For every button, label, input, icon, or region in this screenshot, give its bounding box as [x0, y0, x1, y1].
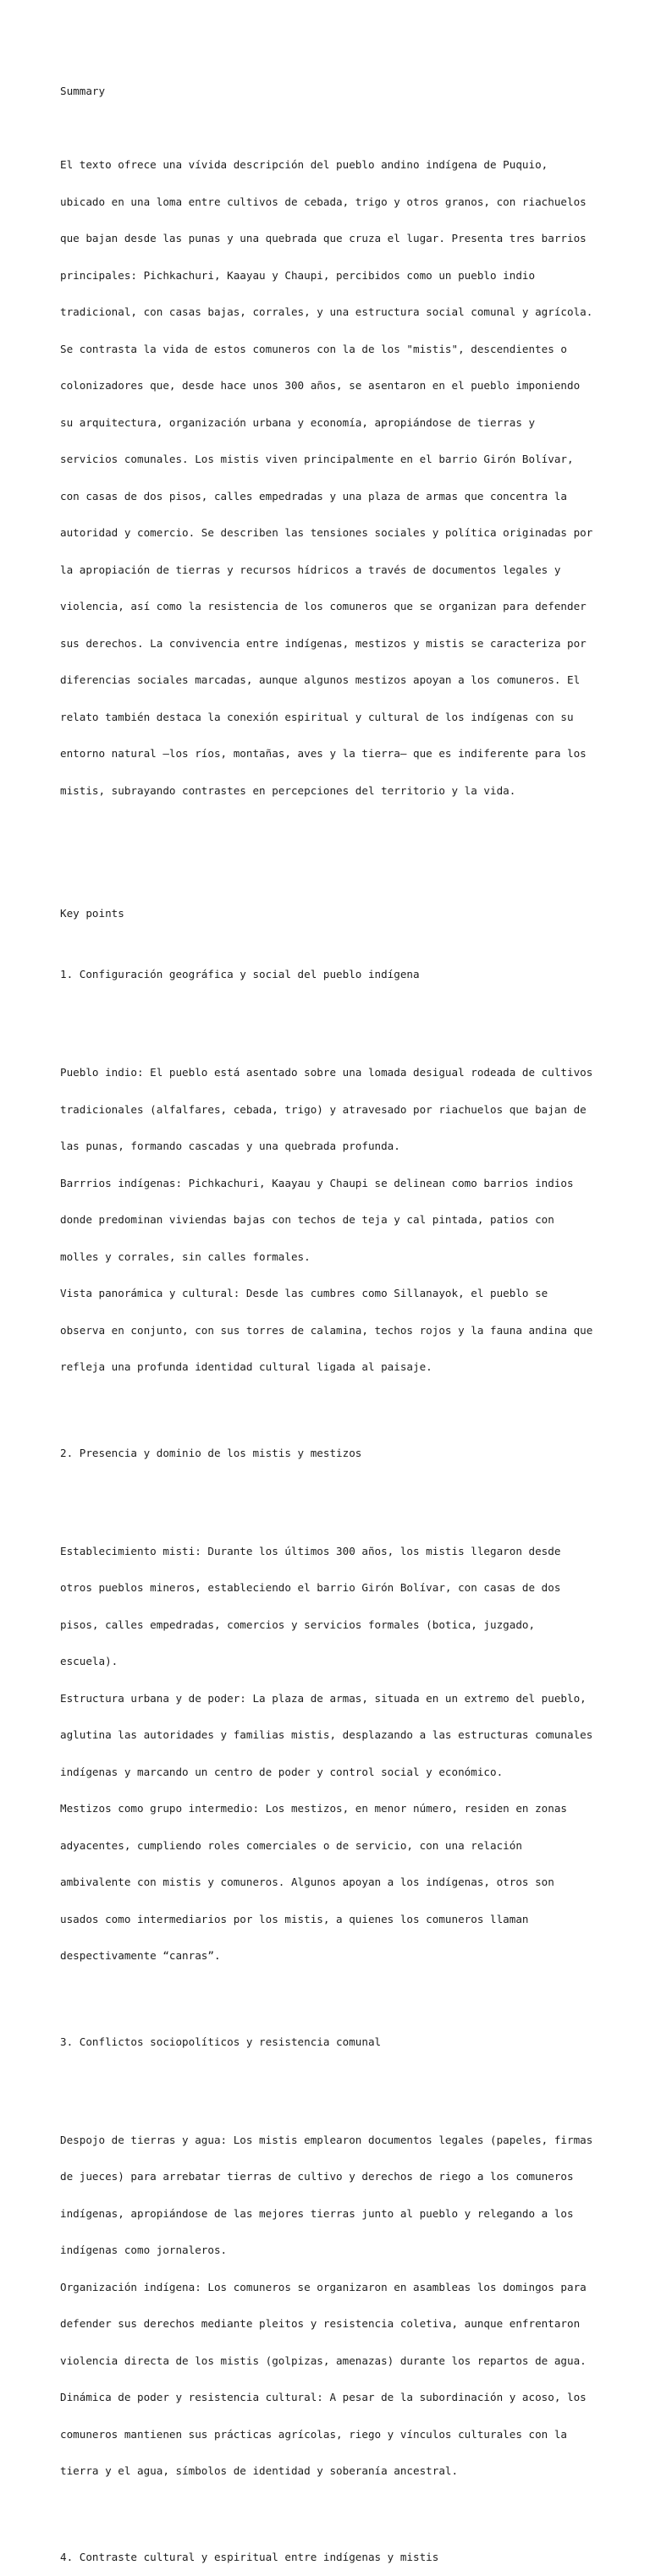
section-line: violencia directa de los mistis (golpizas, amenazas) durante los repartos de agua.	[60, 2354, 587, 2367]
section-title: 4. Contraste cultural y espiritual entre indígenas y mistis	[60, 2550, 439, 2563]
summary-line: diferencias sociales marcadas, aunque algunos mestizos apoyan a los comuneros. El	[60, 673, 581, 686]
section-line: donde predominan viviendas bajas con techos de teja y cal pintada, patios con	[60, 1213, 554, 1226]
section-line: escuela).	[60, 1655, 118, 1667]
section-line: Estructura urbana y de poder: La plaza de armas, situada en un extremo del pueblo,	[60, 1691, 587, 1705]
summary-line: mistis, subrayando contrastes en percepciones del territorio y la vida.	[60, 783, 516, 797]
summary-line: ubicado en una loma entre cultivos de cebada, trigo y otros granos, con riachuelos	[60, 195, 587, 208]
section-title: 3. Conflictos sociopolíticos y resistencia comunal	[60, 2035, 382, 2048]
key-points-heading: Key points	[60, 906, 124, 920]
summary-line: con casas de dos pisos, calles empedradas y una plaza de armas que concentra la	[60, 489, 567, 503]
summary-line: autoridad y comercio. Se describen las tensiones sociales y política originadas por	[60, 526, 593, 539]
section-line: molles y corrales, sin calles formales.	[60, 1250, 311, 1263]
summary-line: violencia, así como la resistencia de los comuneros que se organizan para defender	[60, 600, 587, 612]
spacer	[60, 1006, 602, 1019]
section-line: Organización indígena: Los comuneros se organizaron en asambleas los domingos para	[60, 2280, 587, 2293]
section-line: refleja una profunda identidad cultural ligada al paisaje.	[60, 1360, 432, 1373]
summary-line: servicios comunales. Los mistis viven principalmente en el barrio Girón Bolívar,	[60, 453, 574, 465]
summary-line: tradicional, con casas bajas, corrales, y una estructura social comunal y agrícola.	[60, 305, 593, 318]
summary-line: que bajan desde las punas y una quebrada que cruza el lugar. Presenta tres barrios	[60, 232, 587, 244]
summary-line: sus derechos. La convivencia entre indígenas, mestizos y mistis se caracteriza por	[60, 636, 587, 650]
section-body	[60, 1042, 602, 1398]
section-title: 2. Presencia y dominio de los mistis y mestizos	[60, 1446, 362, 1459]
section-line: Establecimiento misti: Durante los últimos 300 años, los mistis llegaron desde	[60, 1544, 561, 1557]
document-page	[60, 61, 602, 2576]
section-line: ambivalente con mistis y comuneros. Algunos apoyan a los indígenas, otros son	[60, 1876, 554, 1888]
section-line: defender sus derechos mediante pleitos y resistencia coletiva, aunque enfrentaron	[60, 2317, 581, 2330]
spacer	[60, 2073, 602, 2085]
summary-paragraph	[60, 135, 602, 821]
summary-heading: Summary	[60, 85, 106, 97]
section-line: indígenas, apropiándose de las mejores tierras junto al pueblo y relegando a los	[60, 2206, 574, 2220]
summary-line: El texto ofrece una vívida descripción del pueblo andino indígena de Puquio,	[60, 158, 548, 171]
section-line: las punas, formando cascadas y una quebrada profunda.	[60, 1140, 400, 1152]
section-line: Mestizos como grupo intermedio: Los mestizos, en menor número, residen en zonas	[60, 1802, 567, 1815]
section-line: Pueblo indio: El pueblo está asentado sobre una lomada desigual rodeada de cultivos	[60, 1066, 593, 1079]
section-body	[60, 2110, 602, 2502]
section-line: despectivamente “canras”.	[60, 1949, 221, 1962]
summary-line: principales: Pichkachuri, Kaayau y Chaupi, percibidos como un pueblo indio	[60, 268, 536, 282]
summary-line: relato también destaca la conexión espiritual y cultural de los indígenas con su	[60, 710, 574, 723]
section-line: aglutina las autoridades y familias mistis, desplazando a las estructuras comunales	[60, 1728, 593, 1741]
section-title: 1. Configuración geográfica y social del pueblo indígena	[60, 968, 420, 980]
section-line: adyacentes, cumpliendo roles comerciales o de servicio, con una relación	[60, 1838, 522, 1852]
summary-line: colonizadores que, desde hace unos 300 años, se asentaron en el pueblo imponiendo	[60, 379, 581, 392]
section-line: tierra y el agua, símbolos de identidad y soberanía ancestral.	[60, 2464, 459, 2477]
section-line: Dinámica de poder y resistencia cultural: A pesar de la subordinación y acoso, los	[60, 2391, 587, 2403]
section-line: indígenas como jornaleros.	[60, 2244, 228, 2256]
spacer	[60, 859, 602, 871]
summary-line: su arquitectura, organización urbana y economía, apropiándose de tierras y	[60, 415, 536, 429]
spacer	[60, 1484, 602, 1497]
section-line: otros pueblos mineros, estableciendo el barrio Girón Bolívar, con casas de dos	[60, 1581, 561, 1594]
section-line: Despojo de tierras y agua: Los mistis emplearon documentos legales (papeles, firmas	[60, 2133, 593, 2146]
summary-line: entorno natural —los ríos, montañas, aves y la tierra— que es indiferente para los	[60, 747, 587, 760]
summary-line: la apropiación de tierras y recursos hídricos a través de documentos legales y	[60, 563, 561, 576]
section-line: observa en conjunto, con sus torres de calamina, techos rojos y la fauna andina que	[60, 1323, 593, 1337]
section-line: de jueces) para arrebatar tierras de cultivo y derechos de riego a los comuneros	[60, 2170, 574, 2183]
section-line: comuneros mantienen sus prácticas agrícolas, riego y vínculos culturales con la	[60, 2427, 567, 2441]
section-line: Vista panorámica y cultural: Desde las cumbres como Sillanayok, el pueblo se	[60, 1287, 548, 1299]
section-line: Barrrios indígenas: Pichkachuri, Kaayau y Chaupi se delinean como barrios indios	[60, 1176, 574, 1189]
section-line: indígenas y marcando un centro de poder y control social y económico.	[60, 1765, 504, 1778]
section-line: pisos, calles empedradas, comercios y servicios formales (botica, juzgado,	[60, 1618, 536, 1631]
section-line: tradicionales (alfalfares, cebada, trigo) y atravesado por riachuelos que bajan de	[60, 1102, 587, 1116]
summary-line: Se contrasta la vida de estos comuneros con la de los "mistis", descendientes o	[60, 342, 567, 355]
section-body	[60, 1521, 602, 1987]
section-line: usados como intermediarios por los mistis, a quienes los comuneros llaman	[60, 1912, 529, 1925]
